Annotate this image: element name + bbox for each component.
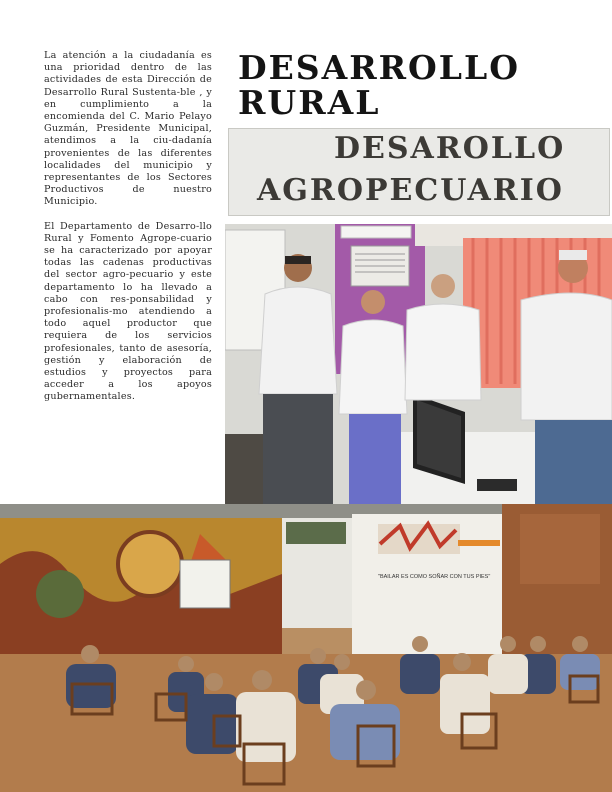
- meeting-hall-photo: [0, 504, 612, 792]
- title-line-2: RURAL: [238, 83, 381, 122]
- intro-paragraph-2: El Departamento de Desarro-llo Rural y Fomento Agrope-cuario se ha caracterizado por apoyar todas las cadenas productivas del sector agro-pecuario y este departamento lo ha llevado a cabo con res-ponsabilidad y profesionalis-mo atendiendo a todo aquel productor que requiera de los servicios profesionales, tanto de asesoría, gestión y elaboración de estudios y proyectos para acceder a los apoyos gubernamentales.: [44, 220, 212, 403]
- hall-banner-text: "BAILAR ES COMO SOÑAR CON TUS PIES": [378, 574, 491, 580]
- intro-text: [44, 50, 212, 416]
- subtitle-line-2: AGROPECUARIO: [257, 173, 564, 208]
- office-photo: [225, 224, 612, 504]
- subtitle-line-1: DESAROLLO: [334, 131, 566, 166]
- page-title: [238, 50, 598, 120]
- intro-paragraph-1: La atención a la ciudadanía es una prioridad dentro de las actividades de esta Dirección de Desarrollo Rural Sustenta-ble , y en cumplimiento a la encomienda del C. Mario Pelayo Guzmán, Presidente Municipal, atendimos a la ciu-dadanía provenientes de las diferentes localidades del municipio y representantes de los Sectores Productivos de nuestro Municipio.: [44, 50, 212, 208]
- title-line-1: DESARROLLO: [238, 48, 520, 87]
